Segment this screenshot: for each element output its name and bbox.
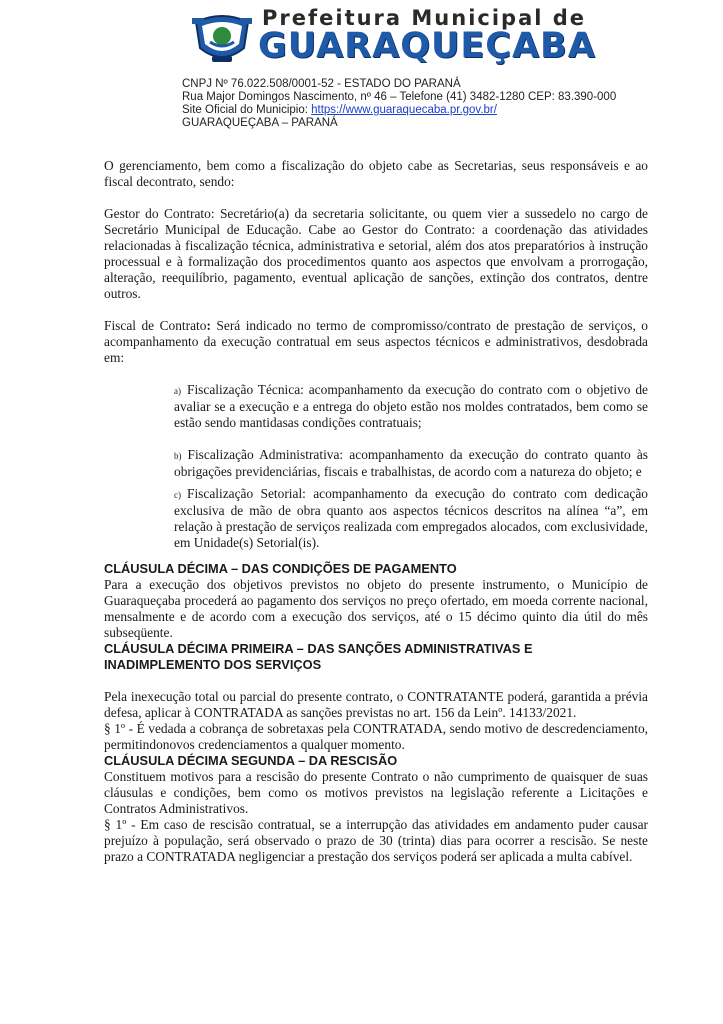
address-line: Rua Major Domingos Nascimento, nº 46 – Telefone (41) 3482-1280 CEP: 83.390-000 [182,91,617,103]
site-line [182,104,616,117]
inspector-label: Fiscal de Contrato [104,318,207,333]
clause-12-title: CLÁUSULA DÉCIMA SEGUNDA – DA RESCISÃO [104,753,398,768]
paragraph-inspector [104,318,648,366]
letterhead [0,0,723,140]
list-item-text: Fiscalização Administrativa: acompanhamento da execução do contrato quanto às obrigações previdenciárias, fiscais e trabalhistas, de acordo com a natureza do objeto; e [174,447,648,479]
clause-10-text: Para a execução dos objetivos previstos no objeto do presente instrumento, o Município de Guaraqueçaba procederá ao pagamento dos serviços no preço ofertado, em moeda corrente nacional, mensalmente e de acordo com a execução dos serviços, até o 15 décimo quinto dia útil do mês subseqüente. [104,577,648,640]
inspector-colon: : [206,318,211,333]
brand-title: GUARAQUEÇABA [258,26,596,66]
cnpj-line: CNPJ Nº 76.022.508/0001-52 - ESTADO DO PARANÁ [182,78,461,90]
list-item [174,447,648,480]
list-item-label: a) [174,386,181,396]
list-item-label: b) [174,451,182,461]
list-item [174,486,648,551]
municipal-crest-icon [190,8,254,66]
paragraph-management: O gerenciamento, bem como a fiscalização do objeto cabe as Secretarias, seus responsáveis e ao fiscal decontrato, sendo: [104,158,648,189]
clause-12-paragraph-1: § 1º - Em caso de rescisão contratual, se a interrupção das atividades em andamento puder causar prejuízo à população, será observado o prazo de 30 (trinta) dias para ocorrer a rescisão. Se neste prazo a CONTRATADA negligenciar a prestação dos serviços poderá ser aplicada a multa cabível. [104,817,648,864]
paragraph-manager: Gestor do Contrato: Secretário(a) da secretaria solicitante, ou quem vier a sussedelo no cargo de Secretário Municipal de Educação. Cabe ao Gestor do Contrato: a coordenação das atividades relacionadas à fiscalização técnica, administrativa e setorial, além dos atos preparatórios à instrução processual e à formalização dos procedimentos quanto aos aspectos que envolvam a prorrogação, alteração, reequilíbrio, pagamento, eventual aplicação de sanções, extinção dos contratos, dentre outros. [104,206,648,301]
clause-11-title: CLÁUSULA DÉCIMA PRIMEIRA – DAS SANÇÕES ADMINISTRATIVAS E INADIMPLEMENTO DOS SERVIÇOS [104,641,533,672]
clause-12-text: Constituem motivos para a rescisão do presente Contrato o não cumprimento de quaisquer de suas cláusulas e condições, bem como os motivos previstos na legislação referente a Licitações e Contratos Administrativos. [104,769,648,816]
clause-11-text: Pela inexecução total ou parcial do presente contrato, o CONTRATANTE poderá, garantida a prévia defesa, aplicar à CONTRATADA as sanções previstas no art. 156 da Leinº. 14133/2021. [104,689,648,720]
city-line: GUARAQUEÇABA – PARANÁ [182,117,338,129]
list-item-text: Fiscalização Técnica: acompanhamento da execução do contrato com o objetivo de avaliar se a execução e a entrega do objeto estão nos moldes contratados, bem como se estão sendo mantidasas condições contratuais; [174,382,648,430]
list-item-text: Fiscalização Setorial: acompanhamento da execução do contrato com dedicação exclusiva de mão de obra quanto aos aspectos técnicos descritos na alínea “a”, em relação à prestação de serviços realizada com empregados alocados, com exclusividade, em Unidade(s) Setorial(is). [174,486,648,550]
site-link[interactable]: https://www.guaraquecaba.pr.gov.br/ [311,104,497,116]
clause-10-title: CLÁUSULA DÉCIMA – DAS CONDIÇÕES DE PAGAMENTO [104,561,457,576]
clause-11-paragraph-1: § 1º - É vedada a cobrança de sobretaxas pela CONTRATADA, sendo motivo de descredenciamento, permitindonovos credenciamentos a qualquer momento. [104,721,648,752]
header-info [182,78,616,130]
site-label: Site Oficial do Municipio: [182,104,312,116]
inspector-text: Será indicado no termo de compromisso/contrato de prestação de serviços, o acompanhamento da execução contratual em seus aspectos técnicos e administrativos, desdobrada em: [104,318,648,365]
document-body [104,158,648,865]
brand-subtitle: Prefeitura Municipal de [262,6,587,30]
list-item [174,382,648,431]
list-item-label: c) [174,490,181,500]
